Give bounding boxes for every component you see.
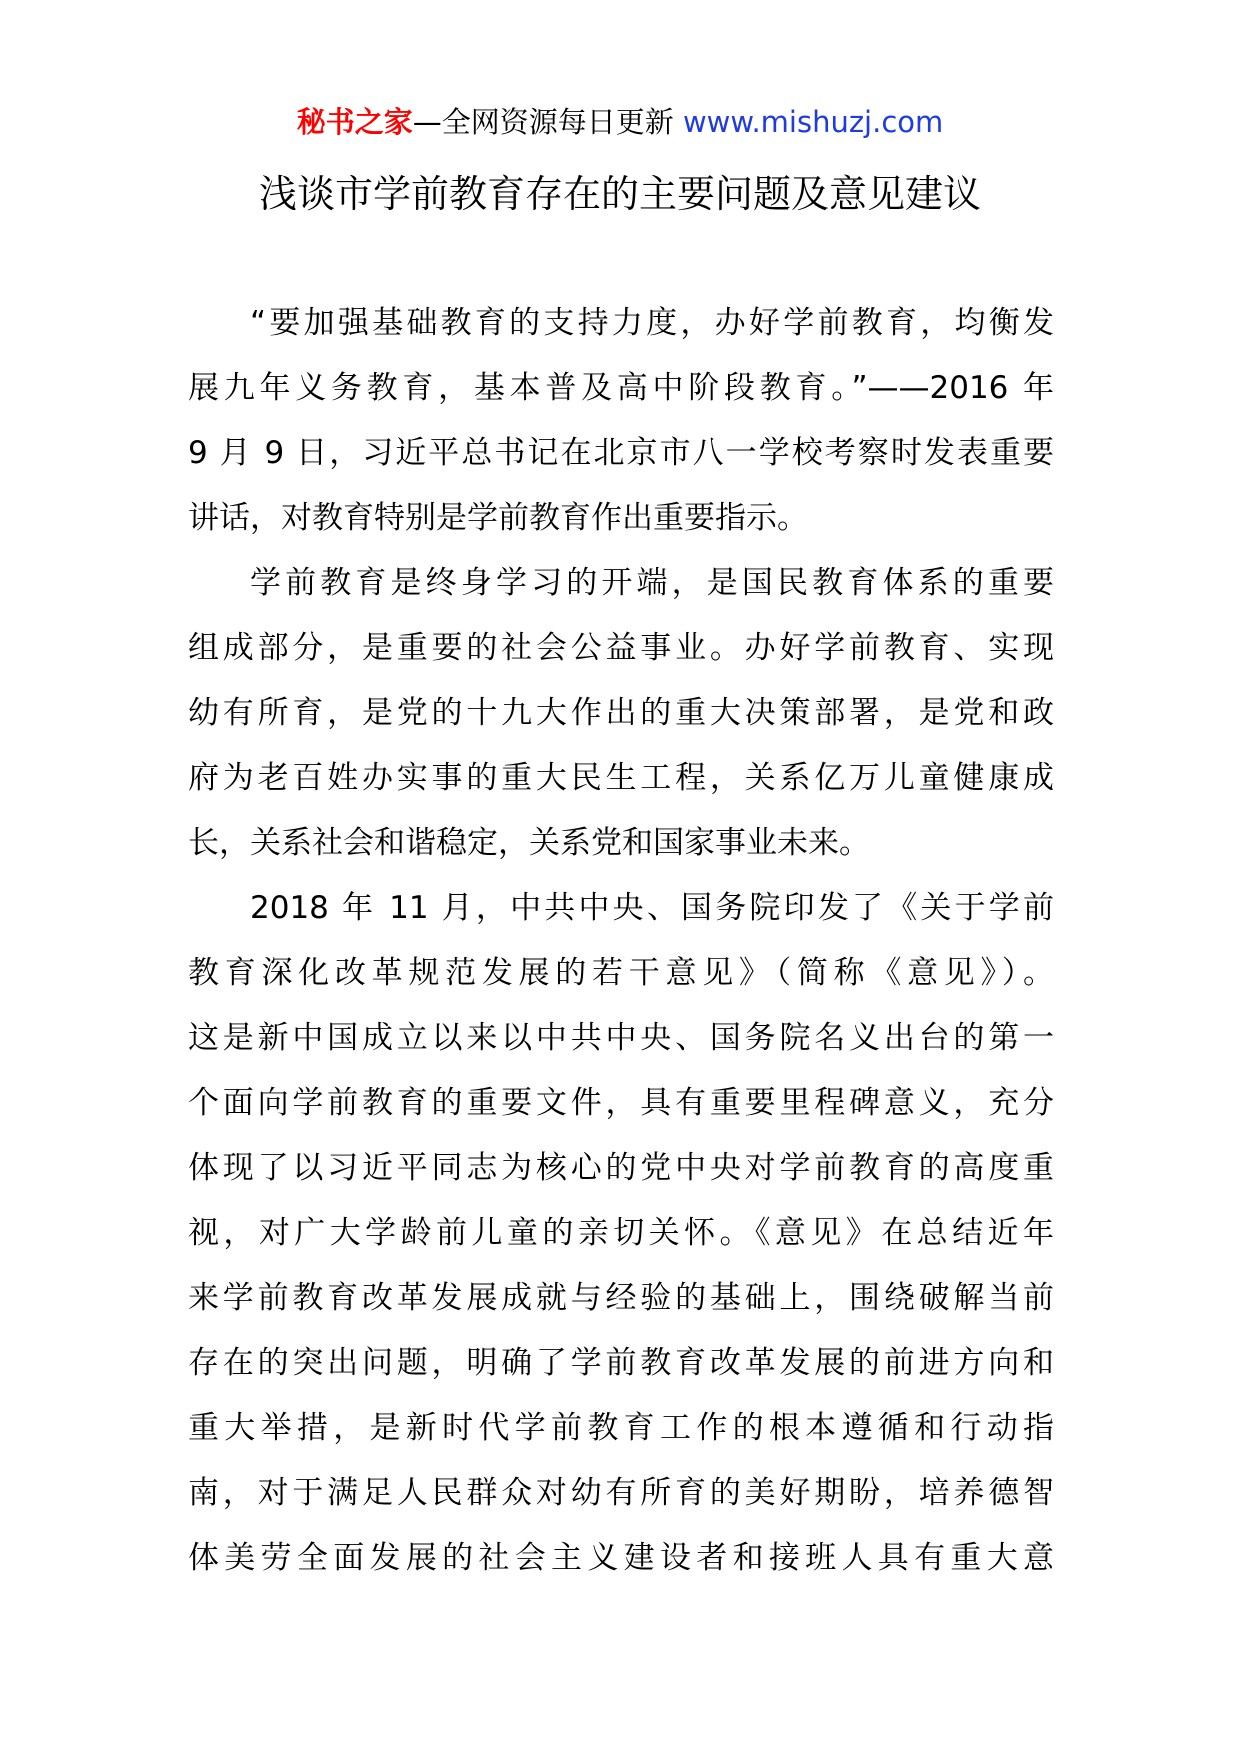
paragraph-1 — [188, 291, 1054, 551]
text-line: 来学前教育改革发展成就与经验的基础上，围绕破解当前 — [188, 1280, 1054, 1316]
document-title: 浅谈市学前教育存在的主要问题及意见建议 — [258, 172, 981, 216]
text-line: 长，关系社会和谐稳定，关系党和国家事业未来。 — [188, 825, 870, 861]
text-line: 存在的突出问题，明确了学前教育改革发展的前进方向和 — [188, 1345, 1054, 1381]
site-header — [0, 102, 1240, 142]
text-line: 南，对于满足人民群众对幼有所育的美好期盼，培养德智 — [188, 1475, 1054, 1511]
text-line: 讲话，对教育特别是学前教育作出重要指示。 — [188, 500, 808, 536]
text-line: 组成部分，是重要的社会公益事业。办好学前教育、实现 — [188, 630, 1054, 666]
text-line: 教育深化改革规范发展的若干意见》（简称《意见》）。 — [188, 955, 1054, 991]
text-line: 幼有所育，是党的十九大作出的重大决策部署，是党和政 — [188, 695, 1054, 731]
text-line: 这是新中国成立以来以中共中央、国务院名义出台的第一 — [188, 1020, 1054, 1056]
text-line: 重大举措，是新时代学前教育工作的根本遵循和行动指 — [188, 1410, 1054, 1446]
text-line: “要加强基础教育的支持力度，办好学前教育，均衡发 — [250, 305, 1054, 341]
text-line: 府为老百姓办实事的重大民生工程，关系亿万儿童健康成 — [188, 760, 1054, 796]
text-line: 9 月 9 日，习近平总书记在北京市八一学校考察时发表重要 — [188, 435, 1054, 471]
site-tagline: —全网资源每日更新 — [412, 105, 683, 139]
text-line: 学前教育是终身学习的开端，是国民教育体系的重要 — [250, 565, 1054, 601]
text-line: 体美劳全面发展的社会主义建设者和接班人具有重大意 — [188, 1540, 1054, 1576]
text-line: 个面向学前教育的重要文件，具有重要里程碑意义，充分 — [188, 1085, 1054, 1121]
paragraph-2 — [188, 551, 1054, 876]
text-line: 视，对广大学龄前儿童的亲切关怀。《意见》在总结近年 — [188, 1215, 1054, 1251]
site-url-link[interactable]: www.mishuzj.com — [682, 105, 944, 139]
paragraph-3 — [188, 876, 1054, 1591]
text-line: 展九年义务教育，基本普及高中阶段教育。”——2016 年 — [188, 370, 1054, 406]
text-line: 2018 年 11 月，中共中央、国务院印发了《关于学前 — [250, 890, 1054, 926]
site-brand: 秘书之家 — [296, 105, 413, 139]
text-line: 体现了以习近平同志为核心的党中央对学前教育的高度重 — [188, 1150, 1054, 1186]
document-body — [188, 291, 1054, 1591]
